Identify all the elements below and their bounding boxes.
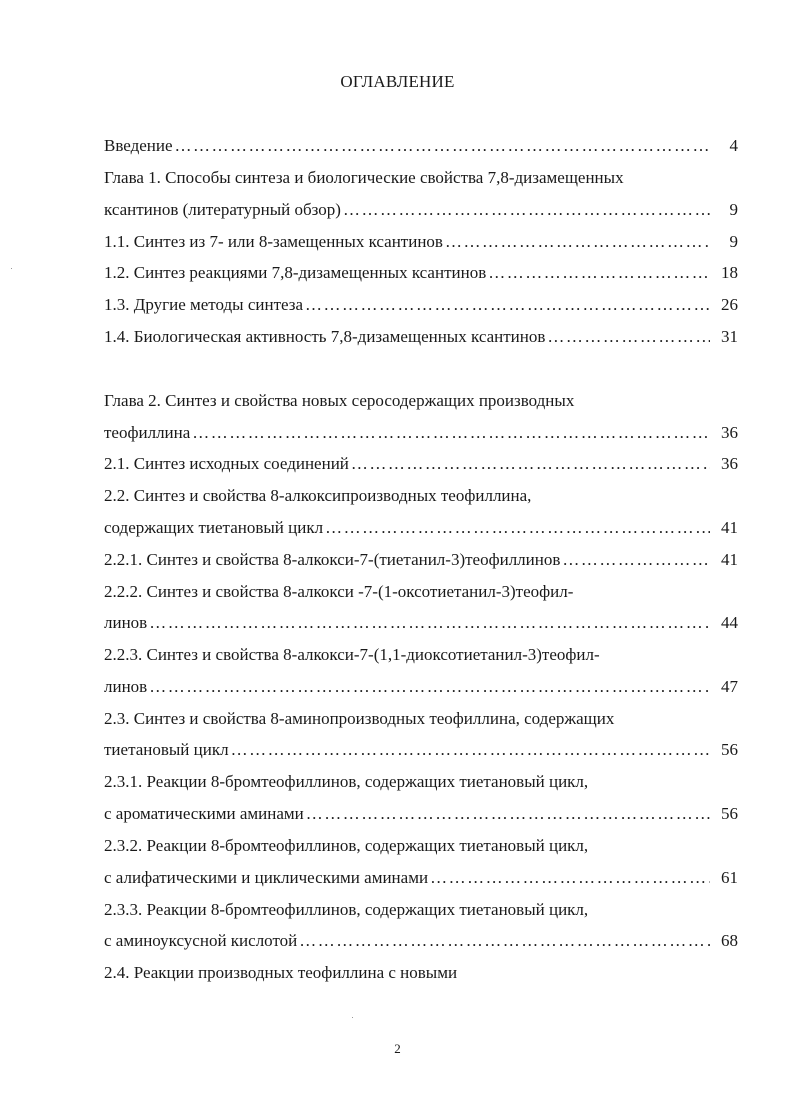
- toc-entry-page: 41: [721, 518, 738, 537]
- toc-entry-text: 1.1. Синтез из 7- или 8-замещенных ксантинов: [104, 232, 443, 251]
- toc-entry-text: 2.3. Синтез и свойства 8-аминопроизводных теофиллина, содержащих: [104, 709, 615, 728]
- toc-section-1-3[interactable]: [104, 293, 738, 317]
- toc-section-2-3-1[interactable]: [104, 802, 738, 826]
- dot-leader: [306, 802, 710, 826]
- dot-leader: [562, 548, 710, 572]
- toc-entry-text: линов: [104, 613, 148, 632]
- toc-entry-page: 31: [721, 327, 738, 346]
- toc-section-2-3-1-heading[interactable]: [104, 770, 738, 794]
- toc-chapter-1[interactable]: [104, 198, 738, 222]
- toc-entry-text: теофиллина: [104, 423, 191, 442]
- toc-entry-page: 41: [721, 550, 738, 569]
- toc-entry-text: 1.3. Другие методы синтеза: [104, 295, 304, 314]
- toc-section-2-3-3[interactable]: [104, 929, 738, 953]
- toc-entry-page: 36: [721, 454, 738, 473]
- toc-chapter-2-heading[interactable]: [104, 389, 738, 413]
- dot-leader: [231, 738, 710, 762]
- toc-entry-page: 26: [721, 295, 738, 314]
- page-number: 2: [394, 1041, 401, 1056]
- toc-entry-page: 56: [721, 740, 738, 759]
- toc-section-1-1[interactable]: [104, 230, 738, 254]
- toc-entry-page: 9: [729, 200, 738, 219]
- dot-leader: [343, 198, 710, 222]
- toc-section-2-2-1[interactable]: [104, 548, 738, 572]
- toc-entry-text: 2.2. Синтез и свойства 8-алкоксипроизводных теофиллина,: [104, 486, 532, 505]
- toc-entry-text: 2.3.2. Реакции 8-бромтеофиллинов, содержащих тиетановый цикл,: [104, 836, 589, 855]
- scan-speck: [352, 1017, 353, 1018]
- toc-section-2-3-3-heading[interactable]: [104, 898, 738, 922]
- dot-leader: [445, 230, 710, 254]
- toc-section-2-2-2-heading[interactable]: [104, 580, 738, 604]
- scan-speck: [11, 268, 12, 269]
- toc-entry-page: 9: [729, 232, 738, 251]
- toc-section-2-2-heading[interactable]: [104, 484, 738, 508]
- toc-section-2-4-heading[interactable]: [104, 961, 738, 985]
- page-title: ОГЛАВЛЕНИЕ: [340, 72, 455, 91]
- toc-entry-text: тиетановый цикл: [104, 740, 229, 759]
- toc-entry-text: ксантинов (литературный обзор): [104, 200, 341, 219]
- dot-leader: [149, 675, 710, 699]
- toc-entry-text: 2.3.1. Реакции 8-бромтеофиллинов, содержащих тиетановый цикл,: [104, 772, 589, 791]
- toc-entry-text: Введение: [104, 136, 173, 155]
- toc-entry-text: Глава 1. Способы синтеза и биологические свойства 7,8-дизамещенных: [104, 168, 624, 187]
- toc-section-2-2-2[interactable]: [104, 611, 738, 635]
- dot-leader: [351, 452, 710, 476]
- toc-entry-page: 61: [721, 868, 738, 887]
- toc-entry-page: 36: [721, 423, 738, 442]
- toc-entry-page: 4: [729, 136, 738, 155]
- toc-section-2-3-2[interactable]: [104, 866, 738, 890]
- toc-entry-text: 1.2. Синтез реакциями 7,8-дизамещенных ксантинов: [104, 263, 487, 282]
- toc-entry-text: с аминоуксусной кислотой: [104, 931, 298, 950]
- toc-entry-page: 47: [721, 677, 738, 696]
- toc-entry-page: 68: [721, 931, 738, 950]
- toc-entry-text: 2.2.1. Синтез и свойства 8-алкокси-7-(тиетанил-3)теофиллинов: [104, 550, 561, 569]
- toc-entry-text: 2.1. Синтез исходных соединений: [104, 454, 349, 473]
- toc-entry-text: 1.4. Биологическая активность 7,8-дизамещенных ксантинов: [104, 327, 546, 346]
- dot-leader: [192, 421, 710, 445]
- toc-entry-page: 18: [721, 263, 738, 282]
- toc-section-2-3[interactable]: [104, 738, 738, 762]
- dot-leader: [325, 516, 710, 540]
- toc-section-2-2[interactable]: [104, 516, 738, 540]
- toc-entry-text: линов: [104, 677, 148, 696]
- toc-entry-page: 44: [721, 613, 738, 632]
- toc-entry-text: 2.2.3. Синтез и свойства 8-алкокси-7-(1,1-диоксотиетанил-3)теофил-: [104, 645, 600, 664]
- dot-leader: [299, 929, 710, 953]
- toc-section-2-3-heading[interactable]: [104, 707, 738, 731]
- dot-leader: [149, 611, 710, 635]
- toc-section-1-4[interactable]: [104, 325, 738, 349]
- toc-entry-introduction[interactable]: [104, 134, 738, 158]
- toc-entry-text: 2.2.2. Синтез и свойства 8-алкокси -7-(1-оксотиетанил-3)теофил-: [104, 582, 574, 601]
- toc-section-2-2-3[interactable]: [104, 675, 738, 699]
- dot-leader: [305, 293, 710, 317]
- toc-section-1-2[interactable]: [104, 261, 738, 285]
- dot-leader: [547, 325, 710, 349]
- toc-entry-page: 56: [721, 804, 738, 823]
- dot-leader: [488, 261, 710, 285]
- toc-chapter-2[interactable]: [104, 421, 738, 445]
- toc-entry-text: Глава 2. Синтез и свойства новых серосодержащих производных: [104, 391, 575, 410]
- toc-section-2-1[interactable]: [104, 452, 738, 476]
- dot-leader: [430, 866, 710, 890]
- toc-entry-text: 2.4. Реакции производных теофиллина с новыми: [104, 963, 458, 982]
- toc-section-2-3-2-heading[interactable]: [104, 834, 738, 858]
- toc-entry-text: содержащих тиетановый цикл: [104, 518, 324, 537]
- toc-entry-text: с алифатическими и циклическими аминами: [104, 868, 429, 887]
- toc-entry-text: с ароматическими аминами: [104, 804, 304, 823]
- toc-entry-text: 2.3.3. Реакции 8-бромтеофиллинов, содержащих тиетановый цикл,: [104, 900, 589, 919]
- toc-chapter-1-heading[interactable]: [104, 166, 738, 190]
- toc-section-2-2-3-heading[interactable]: [104, 643, 738, 667]
- dot-leader: [175, 134, 710, 158]
